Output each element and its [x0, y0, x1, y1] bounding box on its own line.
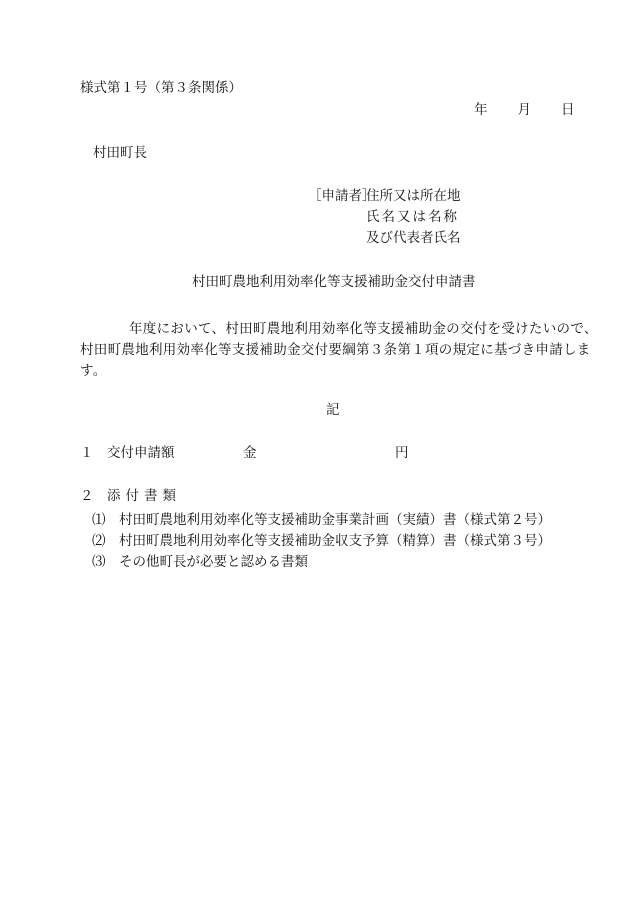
list-item-number: ⑵: [92, 532, 106, 549]
attachment-list: [92, 510, 551, 573]
document-title: 村田町農地利用効率化等支援補助金交付申請書: [192, 274, 476, 290]
list-item-number: ⑶: [92, 553, 106, 570]
date-day: 日: [561, 102, 575, 118]
applicant-block: [308, 190, 461, 253]
item-number: １: [80, 445, 94, 461]
body-text: [80, 319, 598, 382]
list-item-number: ⑴: [92, 511, 106, 528]
date-year: 年: [474, 102, 488, 118]
applicant-address-label: 住所又は所在地: [366, 188, 461, 204]
date-month: 月: [517, 102, 531, 118]
item-label: 添付書類: [107, 488, 181, 504]
item-label: 交付申請額: [107, 445, 175, 461]
applicant-tag: ［申請者］: [308, 188, 376, 204]
form-number: 様式第１号（第３条関係）: [80, 80, 242, 96]
addressee: 村田町長: [93, 145, 147, 161]
applicant-row: [308, 232, 461, 253]
ki-heading: 記: [326, 402, 340, 418]
list-item: [92, 510, 551, 531]
item-attachments: [80, 490, 181, 504]
body-line: 年度において、村田町農地利用効率化等支援補助金の交付を受けたいので、: [129, 321, 598, 337]
list-item: [92, 552, 551, 573]
list-item-text: 村田町農地利用効率化等支援補助金収支予算（精算）書（様式第３号）: [119, 532, 551, 549]
applicant-row: [308, 211, 461, 232]
list-item-text: その他町長が必要と認める書類: [119, 553, 308, 570]
applicant-row: [308, 190, 461, 211]
date-line: [474, 104, 575, 118]
body-line: 村田町農地利用効率化等支援補助金交付要綱第３条第１項の規定に基づき申請しま: [80, 342, 591, 358]
list-item: [92, 531, 551, 552]
item-number: ２: [80, 488, 94, 504]
item-application-amount: [80, 447, 409, 461]
amount-kin-label: 金: [243, 445, 257, 461]
list-item-text: 村田町農地利用効率化等支援補助金事業計画（実績）書（様式第２号）: [119, 511, 551, 528]
applicant-name-label: 氏名又は名称: [366, 209, 459, 225]
applicant-representative-label: 及び代表者氏名: [366, 230, 461, 246]
amount-yen-label: 円: [395, 445, 409, 461]
body-line: す。: [80, 363, 107, 379]
